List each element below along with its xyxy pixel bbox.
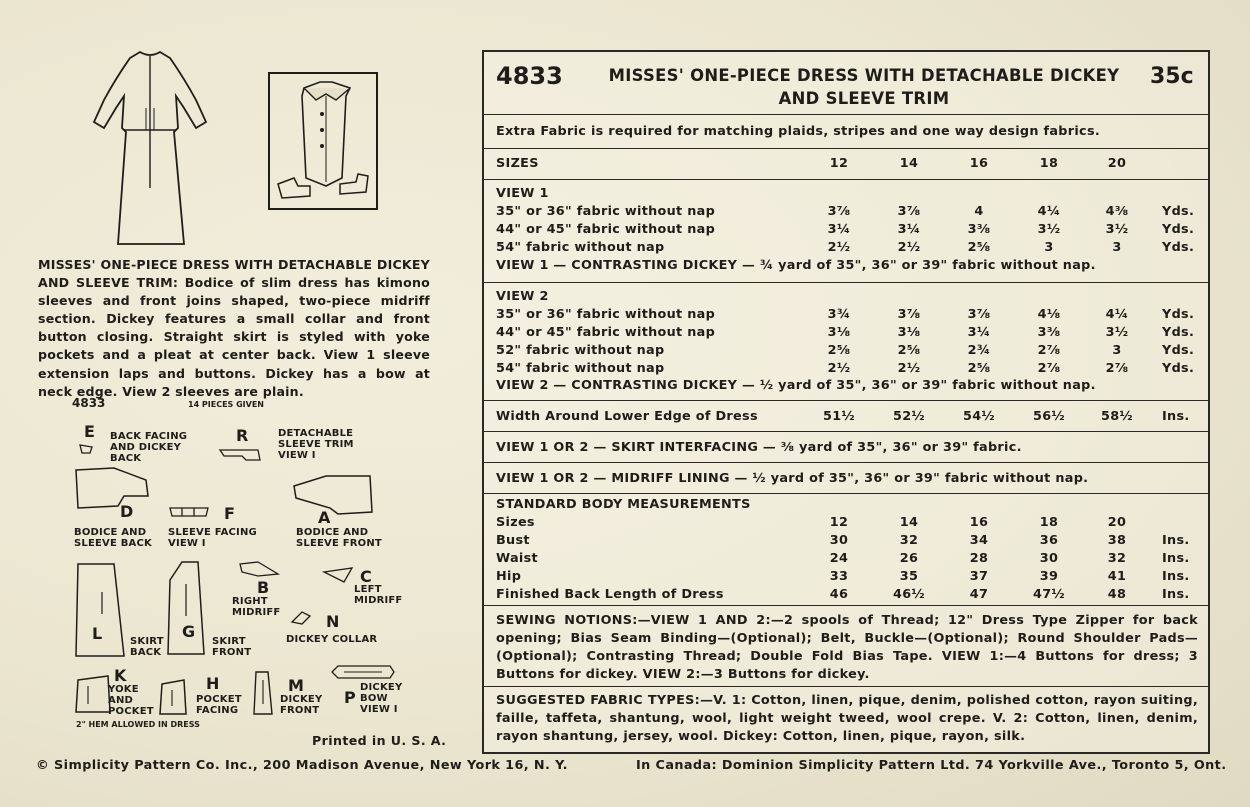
- view2-value-size-20: 2⅞: [1105, 361, 1129, 376]
- measure-value-size-20: 48: [1107, 587, 1127, 602]
- measure-value-size-14: 46½: [893, 587, 925, 602]
- piece-P-letter: P: [344, 688, 356, 707]
- pattern-title-line2: AND SLEEVE TRIM: [778, 89, 950, 108]
- piece-B-letter: B: [257, 578, 270, 597]
- piece-H-shape: [158, 678, 190, 718]
- footer-publisher: © Simplicity Pattern Co. Inc., 200 Madison Avenue, New York 16, N. Y.: [36, 758, 568, 773]
- view1-label: VIEW 1: [496, 186, 549, 201]
- view1-value-size-18: 3½: [1037, 222, 1061, 237]
- measure-value-size-16: 16: [969, 515, 989, 530]
- measure-value-size-14: 26: [899, 551, 919, 566]
- size-header-14: 14: [899, 156, 919, 171]
- price: 35c: [1150, 64, 1194, 89]
- piece-E-letter: E: [84, 422, 95, 441]
- view1-value-size-16: 2⅝: [967, 240, 991, 255]
- width-value-size-20: 58½: [1101, 409, 1133, 424]
- sizes-label: SIZES: [496, 156, 539, 171]
- view2-unit: Yds.: [1162, 361, 1195, 376]
- size-header-20: 20: [1107, 156, 1127, 171]
- piece-K-label: YOKE AND POCKET: [108, 684, 154, 717]
- measure-row-label: Finished Back Length of Dress: [496, 587, 724, 602]
- width-unit: Ins.: [1162, 409, 1190, 424]
- view2-value-size-12: 2½: [827, 361, 851, 376]
- view2-value-size-14: 3⅛: [897, 325, 921, 340]
- piece-N-label: DICKEY COLLAR: [286, 634, 378, 645]
- footer-canada: In Canada: Dominion Simplicity Pattern Ltd. 74 Yorkville Ave., Toronto 5, Ont.: [636, 758, 1227, 773]
- view2-value-size-18: 2⅞: [1037, 361, 1061, 376]
- view2-row-label: 52" fabric without nap: [496, 343, 665, 358]
- piece-G-shape: [166, 560, 206, 658]
- view2-value-size-16: 3⅞: [967, 307, 991, 322]
- view2-value-size-16: 3¼: [967, 325, 991, 340]
- measure-value-size-16: 37: [969, 569, 989, 584]
- measure-value-size-16: 28: [969, 551, 989, 566]
- piece-C-shape: [322, 566, 358, 586]
- view2-value-size-12: 3¾: [827, 307, 851, 322]
- view2-value-size-20: 3½: [1105, 325, 1129, 340]
- measure-value-size-18: 36: [1039, 533, 1059, 548]
- size-header-12: 12: [829, 156, 849, 171]
- measure-row-label: Sizes: [496, 515, 535, 530]
- piece-M-label: DICKEY FRONT: [280, 694, 323, 716]
- piece-A-shape: [290, 472, 376, 520]
- view1-dickey: VIEW 1 — CONTRASTING DICKEY — ¾ yard of 35", 36" or 39" fabric without nap.: [496, 258, 1096, 273]
- dickey-icon: [270, 74, 376, 208]
- measure-value-size-18: 47½: [1033, 587, 1065, 602]
- view1-value-size-18: 3: [1044, 240, 1054, 255]
- measure-value-size-20: 41: [1107, 569, 1127, 584]
- pattern-description: MISSES' ONE-PIECE DRESS WITH DETACHABLE DICKEY AND SLEEVE TRIM: Bodice of slim dress has kimono sleeves and front joins shaped, two-piece midriff section. Dickey features a small collar and front button closing. Straight skirt is styled with yoke pockets and a pleat at center back. View 1 sleeve extension laps and buttons. Dickey has a bow at neck edge. View 2 sleeves are plain.: [38, 257, 430, 399]
- piece-L-shape: [74, 562, 128, 660]
- view1-value-size-20: 4⅜: [1105, 204, 1129, 219]
- measure-unit: Ins.: [1162, 569, 1190, 584]
- measure-value-size-18: 39: [1039, 569, 1059, 584]
- view2-row-label: 35" or 36" fabric without nap: [496, 307, 716, 322]
- view2-value-size-18: 3⅜: [1037, 325, 1061, 340]
- dress-back-view-illustration: [88, 48, 218, 248]
- measure-row-label: Waist: [496, 551, 538, 566]
- view1-unit: Yds.: [1162, 222, 1195, 237]
- piece-F-letter: F: [224, 504, 235, 523]
- measure-value-size-12: 33: [829, 569, 849, 584]
- view2-value-size-18: 4⅛: [1037, 307, 1061, 322]
- midriff-lining: VIEW 1 OR 2 — MIDRIFF LINING — ½ yard of 35", 36" or 39" fabric without nap.: [496, 471, 1089, 486]
- view1-value-size-12: 2½: [827, 240, 851, 255]
- width-value-size-18: 56½: [1033, 409, 1065, 424]
- view1-row-label: 44" or 45" fabric without nap: [496, 222, 716, 237]
- measure-value-size-14: 32: [899, 533, 919, 548]
- piece-D-label: BODICE AND SLEEVE BACK: [74, 527, 152, 549]
- view2-label: VIEW 2: [496, 289, 549, 304]
- measure-unit: Ins.: [1162, 533, 1190, 548]
- measure-value-size-12: 12: [829, 515, 849, 530]
- piece-P-shape: [330, 664, 396, 680]
- piece-P-label: DICKEY BOW VIEW I: [360, 682, 403, 715]
- view1-value-size-18: 4¼: [1037, 204, 1061, 219]
- piece-K-letter: K: [114, 666, 127, 685]
- piece-M-letter: M: [288, 676, 304, 695]
- measure-value-size-14: 14: [899, 515, 919, 530]
- pieces-given-count: 14 PIECES GIVEN: [188, 400, 264, 409]
- view2-value-size-14: 3⅞: [897, 307, 921, 322]
- piece-R-shape: [218, 446, 264, 464]
- view2-value-size-12: 3⅛: [827, 325, 851, 340]
- measure-unit: Ins.: [1162, 551, 1190, 566]
- measure-value-size-16: 34: [969, 533, 989, 548]
- piece-E-shape: [78, 443, 98, 455]
- pattern-number-small: 4833: [72, 396, 106, 410]
- measure-value-size-16: 47: [969, 587, 989, 602]
- piece-B-label: RIGHT MIDRIFF: [232, 596, 281, 618]
- suggested-fabrics: SUGGESTED FABRIC TYPES:—V. 1: Cotton, linen, pique, denim, polished cotton, rayon suiting, faille, taffeta, shantung, wool, light weight tweed, wool crepe. V. 2: Cotton, linen, denim, rayon shantung, jersey, wool. Dickey: Cotton, linen, pique, rayon, silk.: [496, 693, 1198, 744]
- measure-value-size-20: 32: [1107, 551, 1127, 566]
- size-header-16: 16: [969, 156, 989, 171]
- piece-N-letter: N: [326, 612, 340, 631]
- view2-value-size-20: 4¼: [1105, 307, 1129, 322]
- piece-A-letter: A: [318, 508, 331, 527]
- view1-value-size-12: 3⅞: [827, 204, 851, 219]
- view2-value-size-12: 2⅝: [827, 343, 851, 358]
- dickey-illustration-box: [268, 72, 378, 210]
- width-value-size-16: 54½: [963, 409, 995, 424]
- pattern-title: [584, 64, 1144, 110]
- view2-row-label: 54" fabric without nap: [496, 361, 665, 376]
- pattern-title-line1: MISSES' ONE-PIECE DRESS WITH DETACHABLE DICKEY: [608, 66, 1120, 85]
- width-value-size-14: 52½: [893, 409, 925, 424]
- piece-H-letter: H: [206, 674, 220, 693]
- piece-F-label: SLEEVE FACING VIEW I: [168, 527, 257, 549]
- piece-B-shape: [238, 560, 282, 580]
- view2-value-size-16: 2⅝: [967, 361, 991, 376]
- view1-value-size-16: 4: [974, 204, 984, 219]
- piece-C-label: LEFT MIDRIFF: [354, 584, 403, 606]
- extra-fabric-note: Extra Fabric is required for matching plaids, stripes and one way design fabrics.: [496, 124, 1101, 139]
- piece-N-shape: [290, 610, 314, 628]
- view2-unit: Yds.: [1162, 325, 1195, 340]
- view2-dickey: VIEW 2 — CONTRASTING DICKEY — ½ yard of 35", 36" or 39" fabric without nap.: [496, 378, 1096, 393]
- piece-H-label: POCKET FACING: [196, 694, 242, 716]
- yardage-table: [482, 50, 1210, 754]
- view2-value-size-14: 2½: [897, 361, 921, 376]
- measure-value-size-20: 38: [1107, 533, 1127, 548]
- view2-value-size-20: 3: [1112, 343, 1122, 358]
- view1-unit: Yds.: [1162, 204, 1195, 219]
- piece-F-shape: [168, 504, 214, 520]
- view1-value-size-12: 3¼: [827, 222, 851, 237]
- view1-value-size-20: 3½: [1105, 222, 1129, 237]
- pattern-number: 4833: [496, 62, 563, 90]
- piece-L-label: SKIRT BACK: [130, 636, 164, 658]
- measure-unit: Ins.: [1162, 587, 1190, 602]
- skirt-interfacing: VIEW 1 OR 2 — SKIRT INTERFACING — ⅜ yard of 35", 36" or 39" fabric.: [496, 440, 1022, 455]
- view2-unit: Yds.: [1162, 307, 1195, 322]
- measure-value-size-18: 18: [1039, 515, 1059, 530]
- view1-value-size-20: 3: [1112, 240, 1122, 255]
- measure-value-size-18: 30: [1039, 551, 1059, 566]
- view1-value-size-16: 3⅜: [967, 222, 991, 237]
- view1-row-label: 54" fabric without nap: [496, 240, 665, 255]
- measure-row-label: Bust: [496, 533, 530, 548]
- piece-G-label: SKIRT FRONT: [212, 636, 252, 658]
- piece-M-shape: [252, 670, 276, 718]
- measure-value-size-20: 20: [1107, 515, 1127, 530]
- piece-C-letter: C: [360, 567, 372, 586]
- piece-R-letter: R: [236, 426, 249, 445]
- view1-value-size-14: 2½: [897, 240, 921, 255]
- measure-row-label: Hip: [496, 569, 522, 584]
- view2-row-label: 44" or 45" fabric without nap: [496, 325, 716, 340]
- view1-value-size-14: 3⅞: [897, 204, 921, 219]
- size-header-18: 18: [1039, 156, 1059, 171]
- piece-D-shape: [74, 466, 154, 512]
- view2-value-size-14: 2⅝: [897, 343, 921, 358]
- measure-value-size-14: 35: [899, 569, 919, 584]
- view2-value-size-16: 2¾: [967, 343, 991, 358]
- standard-measurements-label: STANDARD BODY MEASUREMENTS: [496, 497, 751, 512]
- view1-row-label: 35" or 36" fabric without nap: [496, 204, 716, 219]
- piece-G-letter: G: [182, 622, 196, 641]
- view2-value-size-18: 2⅞: [1037, 343, 1061, 358]
- piece-E-label: BACK FACING AND DICKEY BACK: [110, 431, 188, 464]
- measure-value-size-12: 30: [829, 533, 849, 548]
- piece-L-letter: L: [92, 624, 103, 643]
- hem-note: 2" HEM ALLOWED IN DRESS: [76, 720, 200, 729]
- piece-A-label: BODICE AND SLEEVE FRONT: [296, 527, 382, 549]
- printed-in: Printed in U. S. A.: [312, 733, 447, 748]
- piece-D-letter: D: [120, 502, 134, 521]
- piece-R-label: DETACHABLE SLEEVE TRIM VIEW I: [278, 428, 354, 461]
- view2-unit: Yds.: [1162, 343, 1195, 358]
- view1-unit: Yds.: [1162, 240, 1195, 255]
- width-value-size-12: 51½: [823, 409, 855, 424]
- width-row-label: Width Around Lower Edge of Dress: [496, 409, 758, 424]
- sewing-notions: SEWING NOTIONS:—VIEW 1 AND 2:—2 spools of Thread; 12" Dress Type Zipper for back opening; Bias Seam Binding—(Optional); Belt, Buckle—(Optional); Round Shoulder Pads—(Optional); Contrasting Thread; Double Fold Bias Tape. VIEW 1:—4 Buttons for dress; 3 Buttons for dickey. VIEW 2:—3 Buttons for dickey.: [496, 613, 1198, 682]
- measure-value-size-12: 46: [829, 587, 849, 602]
- measure-value-size-12: 24: [829, 551, 849, 566]
- view1-value-size-14: 3¼: [897, 222, 921, 237]
